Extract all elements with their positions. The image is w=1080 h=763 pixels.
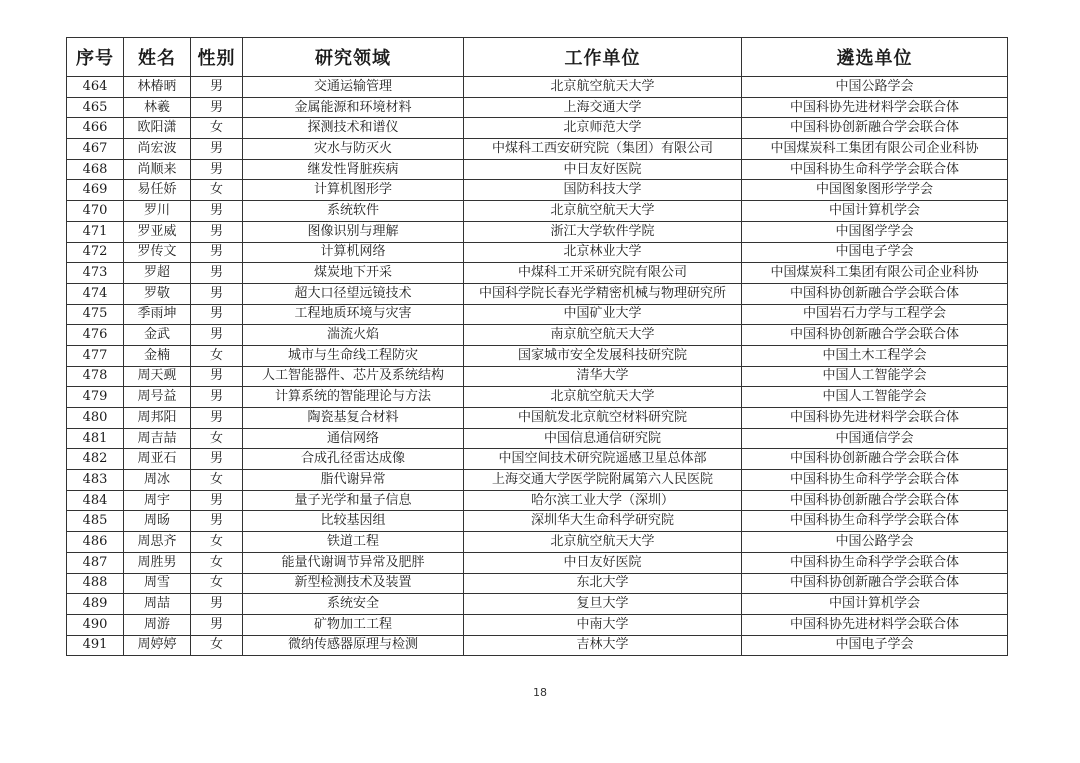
cell-research-field: 微纳传感器原理与检测: [243, 635, 464, 656]
cell-gender: 女: [191, 552, 243, 573]
cell-index: 473: [67, 263, 124, 284]
table-row: [67, 449, 1008, 470]
cell-index: 470: [67, 201, 124, 222]
cell-work-unit: 南京航空航天大学: [464, 325, 742, 346]
cell-work-unit: 中日友好医院: [464, 159, 742, 180]
cell-research-field: 探测技术和谱仪: [243, 118, 464, 139]
table-row: [67, 511, 1008, 532]
header-work-unit: 工作单位: [464, 38, 742, 77]
cell-gender: 女: [191, 428, 243, 449]
cell-work-unit: 国防科技大学: [464, 180, 742, 201]
document-sheet: [66, 37, 1007, 656]
cell-selection-unit: 中国科协创新融合学会联合体: [742, 118, 1008, 139]
cell-index: 478: [67, 366, 124, 387]
header-index: 序号: [67, 38, 124, 77]
cell-research-field: 超大口径望远镜技术: [243, 283, 464, 304]
cell-gender: 男: [191, 201, 243, 222]
table-row: [67, 635, 1008, 656]
cell-index: 484: [67, 490, 124, 511]
cell-work-unit: 国家城市安全发展科技研究院: [464, 345, 742, 366]
cell-selection-unit: 中国科协创新融合学会联合体: [742, 325, 1008, 346]
cell-selection-unit: 中国通信学会: [742, 428, 1008, 449]
header-selection-unit: 遴选单位: [742, 38, 1008, 77]
cell-selection-unit: 中国公路学会: [742, 532, 1008, 553]
cell-index: 474: [67, 283, 124, 304]
cell-name: 周宇: [124, 490, 191, 511]
cell-name: 林羲: [124, 97, 191, 118]
cell-name: 周喆: [124, 594, 191, 615]
cell-research-field: 能量代谢调节异常及肥胖: [243, 552, 464, 573]
cell-name: 季雨坤: [124, 304, 191, 325]
cell-gender: 女: [191, 118, 243, 139]
cell-work-unit: 中国航发北京航空材料研究院: [464, 408, 742, 429]
cell-gender: 女: [191, 532, 243, 553]
table-row: [67, 470, 1008, 491]
cell-research-field: 矿物加工工程: [243, 614, 464, 635]
cell-gender: 女: [191, 573, 243, 594]
cell-work-unit: 清华大学: [464, 366, 742, 387]
cell-research-field: 人工智能器件、芯片及系统结构: [243, 366, 464, 387]
cell-name: 周雪: [124, 573, 191, 594]
table-row: [67, 490, 1008, 511]
cell-selection-unit: 中国科协创新融合学会联合体: [742, 573, 1008, 594]
table-row: [67, 242, 1008, 263]
cell-index: 469: [67, 180, 124, 201]
table-row: [67, 594, 1008, 615]
cell-name: 周冰: [124, 470, 191, 491]
cell-gender: 男: [191, 242, 243, 263]
cell-selection-unit: 中国科协生命科学学会联合体: [742, 552, 1008, 573]
cell-index: 464: [67, 77, 124, 98]
cell-name: 林椿昞: [124, 77, 191, 98]
cell-gender: 男: [191, 325, 243, 346]
cell-research-field: 新型检测技术及装置: [243, 573, 464, 594]
cell-work-unit: 北京师范大学: [464, 118, 742, 139]
cell-work-unit: 北京航空航天大学: [464, 77, 742, 98]
cell-work-unit: 上海交通大学医学院附属第六人民医院: [464, 470, 742, 491]
cell-index: 482: [67, 449, 124, 470]
cell-index: 475: [67, 304, 124, 325]
cell-gender: 男: [191, 594, 243, 615]
cell-selection-unit: 中国公路学会: [742, 77, 1008, 98]
cell-name: 周邦阳: [124, 408, 191, 429]
cell-selection-unit: 中国科协先进材料学会联合体: [742, 614, 1008, 635]
cell-research-field: 灾水与防灭火: [243, 139, 464, 160]
header-gender: 性别: [191, 38, 243, 77]
table-row: [67, 97, 1008, 118]
cell-index: 488: [67, 573, 124, 594]
cell-research-field: 比较基因组: [243, 511, 464, 532]
table-row: [67, 325, 1008, 346]
cell-name: 金武: [124, 325, 191, 346]
cell-selection-unit: 中国图学学会: [742, 221, 1008, 242]
cell-research-field: 脂代谢异常: [243, 470, 464, 491]
cell-research-field: 通信网络: [243, 428, 464, 449]
header-research-field: 研究领域: [243, 38, 464, 77]
cell-gender: 男: [191, 77, 243, 98]
cell-research-field: 工程地质环境与灾害: [243, 304, 464, 325]
cell-work-unit: 北京林业大学: [464, 242, 742, 263]
cell-work-unit: 浙江大学软件学院: [464, 221, 742, 242]
cell-name: 周婷婷: [124, 635, 191, 656]
cell-work-unit: 中国矿业大学: [464, 304, 742, 325]
cell-selection-unit: 中国电子学会: [742, 635, 1008, 656]
cell-gender: 男: [191, 304, 243, 325]
table-row: [67, 118, 1008, 139]
table-row: [67, 139, 1008, 160]
table-row: [67, 532, 1008, 553]
cell-work-unit: 中国科学院长春光学精密机械与物理研究所: [464, 283, 742, 304]
cell-name: 尚顺来: [124, 159, 191, 180]
cell-selection-unit: 中国电子学会: [742, 242, 1008, 263]
cell-index: 489: [67, 594, 124, 615]
cell-research-field: 交通运输管理: [243, 77, 464, 98]
cell-selection-unit: 中国科协创新融合学会联合体: [742, 449, 1008, 470]
cell-selection-unit: 中国科协生命科学学会联合体: [742, 470, 1008, 491]
cell-work-unit: 北京航空航天大学: [464, 201, 742, 222]
cell-name: 周游: [124, 614, 191, 635]
cell-gender: 女: [191, 470, 243, 491]
cell-research-field: 计算机网络: [243, 242, 464, 263]
cell-research-field: 计算系统的智能理论与方法: [243, 387, 464, 408]
cell-selection-unit: 中国科协创新融合学会联合体: [742, 490, 1008, 511]
cell-name: 易任娇: [124, 180, 191, 201]
cell-work-unit: 上海交通大学: [464, 97, 742, 118]
cell-research-field: 陶瓷基复合材料: [243, 408, 464, 429]
cell-index: 487: [67, 552, 124, 573]
cell-research-field: 量子光学和量子信息: [243, 490, 464, 511]
cell-selection-unit: 中国人工智能学会: [742, 366, 1008, 387]
cell-research-field: 城市与生命线工程防灾: [243, 345, 464, 366]
table-row: [67, 263, 1008, 284]
cell-work-unit: 中日友好医院: [464, 552, 742, 573]
cell-name: 金楠: [124, 345, 191, 366]
cell-research-field: 合成孔径雷达成像: [243, 449, 464, 470]
table-row: [67, 77, 1008, 98]
cell-index: 491: [67, 635, 124, 656]
cell-index: 477: [67, 345, 124, 366]
cell-gender: 女: [191, 635, 243, 656]
page-number: 18: [533, 686, 547, 699]
cell-gender: 男: [191, 283, 243, 304]
cell-research-field: 煤炭地下开采: [243, 263, 464, 284]
cell-research-field: 计算机图形学: [243, 180, 464, 201]
cell-research-field: 继发性肾脏疾病: [243, 159, 464, 180]
cell-selection-unit: 中国岩石力学与工程学会: [742, 304, 1008, 325]
cell-gender: 男: [191, 139, 243, 160]
cell-index: 467: [67, 139, 124, 160]
table-row: [67, 304, 1008, 325]
cell-index: 468: [67, 159, 124, 180]
cell-selection-unit: 中国科协先进材料学会联合体: [742, 97, 1008, 118]
table-row: [67, 283, 1008, 304]
cell-gender: 男: [191, 366, 243, 387]
cell-name: 周思齐: [124, 532, 191, 553]
cell-name: 罗超: [124, 263, 191, 284]
cell-name: 罗传文: [124, 242, 191, 263]
table-body: [67, 77, 1008, 656]
table-row: [67, 408, 1008, 429]
table-row: [67, 201, 1008, 222]
cell-research-field: 图像识别与理解: [243, 221, 464, 242]
cell-selection-unit: 中国科协先进材料学会联合体: [742, 408, 1008, 429]
cell-selection-unit: 中国煤炭科工集团有限公司企业科协: [742, 263, 1008, 284]
cell-work-unit: 中国空间技术研究院遥感卫星总体部: [464, 449, 742, 470]
cell-gender: 男: [191, 221, 243, 242]
cell-research-field: 湍流火焰: [243, 325, 464, 346]
cell-research-field: 系统软件: [243, 201, 464, 222]
cell-index: 471: [67, 221, 124, 242]
table-row: [67, 614, 1008, 635]
table-row: [67, 552, 1008, 573]
cell-gender: 男: [191, 408, 243, 429]
cell-name: 罗川: [124, 201, 191, 222]
cell-research-field: 金属能源和环境材料: [243, 97, 464, 118]
cell-gender: 男: [191, 449, 243, 470]
cell-research-field: 系统安全: [243, 594, 464, 615]
cell-work-unit: 中煤科工西安研究院（集团）有限公司: [464, 139, 742, 160]
cell-selection-unit: 中国图象图形学学会: [742, 180, 1008, 201]
table-row: [67, 366, 1008, 387]
cell-index: 485: [67, 511, 124, 532]
cell-name: 欧阳潇: [124, 118, 191, 139]
cell-index: 486: [67, 532, 124, 553]
cell-work-unit: 复旦大学: [464, 594, 742, 615]
cell-index: 479: [67, 387, 124, 408]
cell-index: 465: [67, 97, 124, 118]
cell-gender: 男: [191, 614, 243, 635]
cell-work-unit: 东北大学: [464, 573, 742, 594]
cell-selection-unit: 中国土木工程学会: [742, 345, 1008, 366]
table-row: [67, 345, 1008, 366]
table-header-row: [67, 38, 1008, 77]
table-row: [67, 159, 1008, 180]
cell-name: 罗亚威: [124, 221, 191, 242]
cell-gender: 女: [191, 180, 243, 201]
cell-name: 周亚石: [124, 449, 191, 470]
cell-gender: 男: [191, 159, 243, 180]
cell-index: 476: [67, 325, 124, 346]
cell-work-unit: 深圳华大生命科学研究院: [464, 511, 742, 532]
cell-index: 481: [67, 428, 124, 449]
cell-index: 472: [67, 242, 124, 263]
table-row: [67, 221, 1008, 242]
table-row: [67, 387, 1008, 408]
cell-selection-unit: 中国科协生命科学学会联合体: [742, 511, 1008, 532]
cell-index: 490: [67, 614, 124, 635]
cell-selection-unit: 中国科协生命科学学会联合体: [742, 159, 1008, 180]
cell-gender: 男: [191, 263, 243, 284]
cell-name: 周天觋: [124, 366, 191, 387]
cell-name: 周旸: [124, 511, 191, 532]
cell-gender: 男: [191, 490, 243, 511]
table-row: [67, 428, 1008, 449]
cell-gender: 男: [191, 387, 243, 408]
candidate-table: [66, 37, 1008, 656]
cell-gender: 男: [191, 97, 243, 118]
cell-gender: 女: [191, 345, 243, 366]
cell-work-unit: 哈尔滨工业大学（深圳）: [464, 490, 742, 511]
cell-selection-unit: 中国计算机学会: [742, 201, 1008, 222]
cell-gender: 男: [191, 511, 243, 532]
header-name: 姓名: [124, 38, 191, 77]
table-row: [67, 573, 1008, 594]
cell-name: 周胜男: [124, 552, 191, 573]
cell-selection-unit: 中国科协创新融合学会联合体: [742, 283, 1008, 304]
cell-work-unit: 吉林大学: [464, 635, 742, 656]
cell-work-unit: 中南大学: [464, 614, 742, 635]
cell-work-unit: 北京航空航天大学: [464, 532, 742, 553]
cell-work-unit: 北京航空航天大学: [464, 387, 742, 408]
cell-name: 罗敬: [124, 283, 191, 304]
cell-research-field: 铁道工程: [243, 532, 464, 553]
cell-name: 周吉喆: [124, 428, 191, 449]
cell-selection-unit: 中国计算机学会: [742, 594, 1008, 615]
cell-index: 466: [67, 118, 124, 139]
cell-work-unit: 中国信息通信研究院: [464, 428, 742, 449]
cell-index: 480: [67, 408, 124, 429]
table-row: [67, 180, 1008, 201]
cell-index: 483: [67, 470, 124, 491]
cell-name: 尚宏波: [124, 139, 191, 160]
cell-name: 周号益: [124, 387, 191, 408]
cell-selection-unit: 中国煤炭科工集团有限公司企业科协: [742, 139, 1008, 160]
cell-work-unit: 中煤科工开采研究院有限公司: [464, 263, 742, 284]
cell-selection-unit: 中国人工智能学会: [742, 387, 1008, 408]
